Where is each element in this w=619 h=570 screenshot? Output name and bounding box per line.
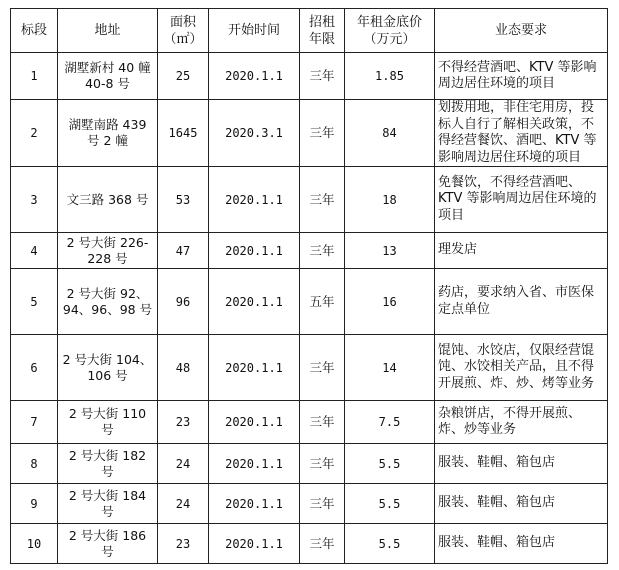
cell-start-date: 2020.3.1 <box>209 100 300 167</box>
cell-start-date: 2020.1.1 <box>209 53 300 100</box>
cell-rent: 1.85 <box>345 53 435 100</box>
table-row <box>11 401 608 444</box>
cell-start-date: 2020.1.1 <box>209 401 300 444</box>
cell-address: 2 号大街 184 号 <box>58 484 158 524</box>
cell-address: 2 号大街 104、106 号 <box>58 335 158 401</box>
cell-address: 2 号大街 92、94、96、98 号 <box>58 269 158 335</box>
cell-requirements: 馄饨、水饺店，仅限经营馄饨、水饺相关产品，且不得开展煎、炸、炒、烤等业务 <box>435 335 608 401</box>
cell-seg: 1 <box>11 53 58 100</box>
table-row <box>11 100 608 167</box>
lease-table <box>10 8 608 564</box>
cell-address: 2 号大街 110 号 <box>58 401 158 444</box>
cell-area: 1645 <box>158 100 209 167</box>
cell-seg: 6 <box>11 335 58 401</box>
table-row <box>11 335 608 401</box>
table-row <box>11 444 608 484</box>
table-row <box>11 53 608 100</box>
cell-area: 96 <box>158 269 209 335</box>
cell-seg: 9 <box>11 484 58 524</box>
cell-area: 23 <box>158 524 209 564</box>
cell-address: 湖墅南路 439 号 2 幢 <box>58 100 158 167</box>
cell-address: 2 号大街 186 号 <box>58 524 158 564</box>
cell-start-date: 2020.1.1 <box>209 269 300 335</box>
cell-seg: 8 <box>11 444 58 484</box>
cell-address: 2 号大街 182 号 <box>58 444 158 484</box>
cell-term: 三年 <box>300 444 345 484</box>
cell-term: 三年 <box>300 100 345 167</box>
cell-requirements: 服装、鞋帽、箱包店 <box>435 524 608 564</box>
cell-address: 2 号大街 226-228 号 <box>58 233 158 269</box>
cell-term: 三年 <box>300 401 345 444</box>
cell-area: 47 <box>158 233 209 269</box>
header-area-line2: （㎡） <box>163 31 203 47</box>
header-area <box>158 9 209 53</box>
cell-address: 湖墅新村 40 幢 40-8 号 <box>58 53 158 100</box>
cell-seg: 3 <box>11 167 58 233</box>
cell-start-date: 2020.1.1 <box>209 335 300 401</box>
cell-requirements: 不得经营酒吧、KTV 等影响周边居住环境的项目 <box>435 53 608 100</box>
header-address: 地址 <box>58 9 158 53</box>
table-row <box>11 524 608 564</box>
header-rent-line1: 年租金底价 <box>356 14 422 30</box>
cell-area: 23 <box>158 401 209 444</box>
header-row <box>11 9 608 53</box>
cell-start-date: 2020.1.1 <box>209 167 300 233</box>
cell-requirements: 药店，要求纳入省、市医保定点单位 <box>435 269 608 335</box>
cell-rent: 84 <box>345 100 435 167</box>
cell-seg: 5 <box>11 269 58 335</box>
cell-rent: 5.5 <box>345 524 435 564</box>
cell-term: 五年 <box>300 269 345 335</box>
cell-seg: 10 <box>11 524 58 564</box>
cell-term: 三年 <box>300 335 345 401</box>
table-row <box>11 484 608 524</box>
header-rent-line2: （万元） <box>363 31 416 47</box>
cell-rent: 5.5 <box>345 444 435 484</box>
cell-term: 三年 <box>300 53 345 100</box>
header-requirements: 业态要求 <box>435 9 608 53</box>
cell-start-date: 2020.1.1 <box>209 444 300 484</box>
header-start-date: 开始时间 <box>209 9 300 53</box>
cell-address: 文三路 368 号 <box>58 167 158 233</box>
cell-rent: 13 <box>345 233 435 269</box>
cell-seg: 7 <box>11 401 58 444</box>
cell-requirements: 服装、鞋帽、箱包店 <box>435 484 608 524</box>
cell-start-date: 2020.1.1 <box>209 524 300 564</box>
cell-requirements: 免餐饮，不得经营酒吧、KTV 等影响周边居住环境的项目 <box>435 167 608 233</box>
cell-term: 三年 <box>300 233 345 269</box>
cell-area: 24 <box>158 484 209 524</box>
cell-rent: 5.5 <box>345 484 435 524</box>
cell-rent: 16 <box>345 269 435 335</box>
cell-requirements: 杂粮饼店，不得开展煎、炸、炒等业务 <box>435 401 608 444</box>
cell-rent: 18 <box>345 167 435 233</box>
cell-area: 53 <box>158 167 209 233</box>
header-term <box>300 9 345 53</box>
cell-area: 25 <box>158 53 209 100</box>
cell-start-date: 2020.1.1 <box>209 484 300 524</box>
table-row <box>11 269 608 335</box>
cell-requirements: 理发店 <box>435 233 608 269</box>
cell-requirements: 服装、鞋帽、箱包店 <box>435 444 608 484</box>
cell-term: 三年 <box>300 484 345 524</box>
table-row <box>11 167 608 233</box>
header-seg: 标段 <box>11 9 58 53</box>
cell-seg: 4 <box>11 233 58 269</box>
cell-seg: 2 <box>11 100 58 167</box>
cell-start-date: 2020.1.1 <box>209 233 300 269</box>
cell-rent: 14 <box>345 335 435 401</box>
cell-area: 48 <box>158 335 209 401</box>
header-area-line1: 面积 <box>169 14 196 30</box>
cell-area: 24 <box>158 444 209 484</box>
cell-requirements: 划拨用地，非住宅用房，投标人自行了解相关政策，不得经营餐饮、酒吧、KTV 等影响周边居住环境的项目 <box>435 100 608 167</box>
cell-term: 三年 <box>300 524 345 564</box>
header-rent <box>345 9 435 53</box>
cell-term: 三年 <box>300 167 345 233</box>
table-row <box>11 233 608 269</box>
header-term-line1: 招租 <box>308 14 335 30</box>
cell-rent: 7.5 <box>345 401 435 444</box>
header-term-line2: 年限 <box>308 31 335 47</box>
